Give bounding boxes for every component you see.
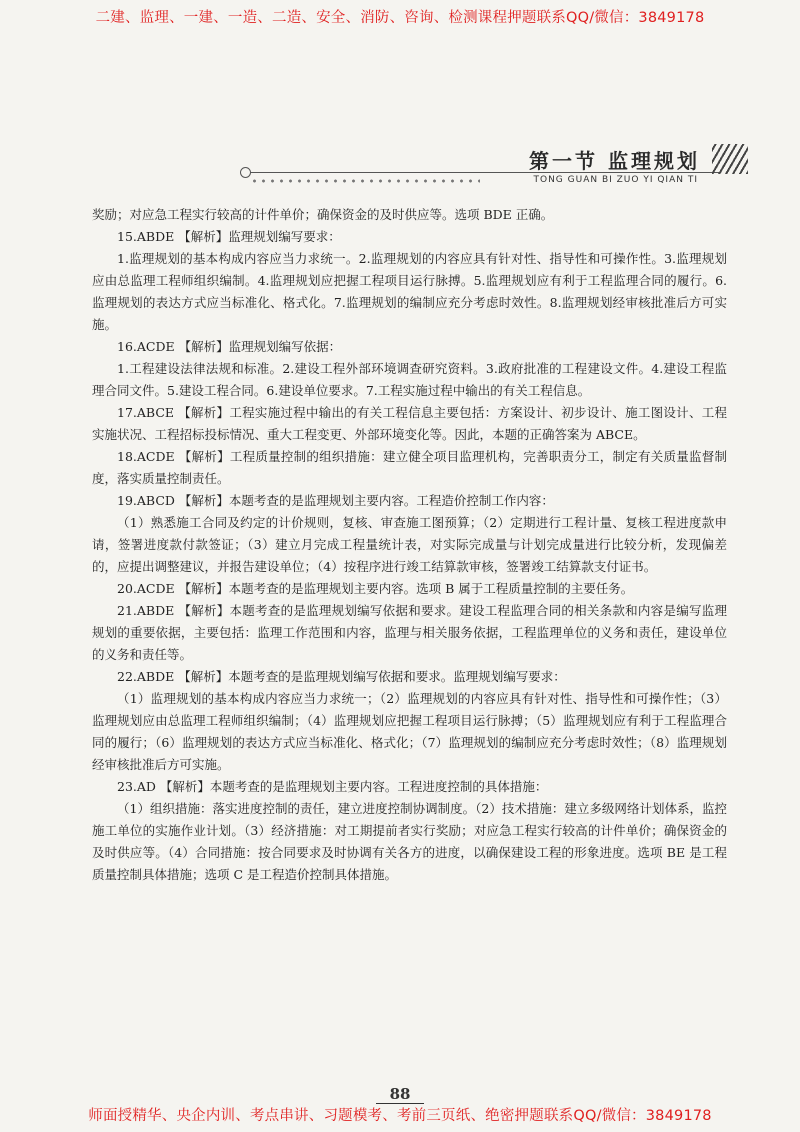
paragraph: 21.ABDE 【解析】本题考查的是监理规划编写依据和要求。建设工程监理合同的相关条款和内容是编写监理规划的重要依据，主要包括：监理工作范围和内容，监理与相关服务依据，工程监理单位的义务和责任，建设单位的义务和责任等。 bbox=[92, 603, 727, 662]
paragraph: 18.ACDE 【解析】工程质量控制的组织措施：建立健全项目监理机构，完善职责分工，制定有关质量监督制度，落实质量控制责任。 bbox=[92, 449, 727, 486]
paragraph: （1）组织措施：落实进度控制的责任，建立进度控制协调制度。（2）技术措施：建立多级网络计划体系，监控施工单位的实施作业计划。（3）经济措施：对工期提前者实行奖励；对应急工程实行较高的计件单价；确保资金的及时供应等。（4）合同措施：按合同要求及时协调有关各方的进度，以确保建设工程的形象进度。选项 BE 是工程质量控制具体措施；选项 C 是工程造价控制具体措施。 bbox=[92, 801, 727, 882]
paragraph: 16.ACDE 【解析】监理规划编写依据： bbox=[117, 339, 342, 354]
header-rule bbox=[240, 172, 720, 173]
paragraph: 22.ABDE 【解析】本题考查的是监理规划编写依据和要求。监理规划编写要求： bbox=[117, 669, 566, 684]
header-dots-ornament bbox=[250, 178, 480, 184]
paragraph: 1.工程建设法律法规和标准。2.建设工程外部环境调查研究资料。3.政府批准的工程建设文件。4.建设工程监理合同文件。5.建设工程合同。6.建设单位要求。7.工程实施过程中输出的有关工程信息。 bbox=[92, 361, 727, 398]
section-subtitle: TONG GUAN BI ZUO YI QIAN TI bbox=[533, 175, 698, 185]
paragraph: 23.AD 【解析】本题考查的是监理规划主要内容。工程进度控制的具体措施： bbox=[117, 779, 548, 794]
section-title: 第一节 监理规划 bbox=[529, 149, 700, 173]
page-number: 88 bbox=[389, 1085, 411, 1103]
paragraph: 奖励；对应急工程实行较高的计件单价；确保资金的及时供应等。选项 BDE 正确。 bbox=[92, 207, 554, 222]
paragraph: 15.ABDE 【解析】监理规划编写要求： bbox=[117, 229, 341, 244]
section-header bbox=[240, 140, 760, 200]
paragraph: 17.ABCE 【解析】工程实施过程中输出的有关工程信息主要包括：方案设计、初步设计、施工图设计、工程实施状况、工程招标投标情况、重大工程变更、外部环境变化等。因此，本题的正确答案为 ABCE。 bbox=[92, 405, 727, 442]
paragraph: （1）监理规划的基本构成内容应当力求统一；（2）监理规划的内容应具有针对性、指导性和可操作性；（3）监理规划应由总监理工程师组织编制；（4）监理规划应把握工程项目运行脉搏；（5）监理规划应有利于工程监理合同的履行；（6）监理规划的表达方式应当标准化、格式化；（7）监理规划的编制应充分考虑时效性；（8）监理规划经审核批准后方可实施。 bbox=[92, 691, 727, 772]
header-circle-ornament bbox=[240, 167, 251, 178]
paragraph: （1）熟悉施工合同及约定的计价规则，复核、审查施工图预算；（2）定期进行工程计量、复核工程进度款申请，签署进度款付款签证；（3）建立月完成工程量统计表，对实际完成量与计划完成量进行比较分析，发现偏差的，应提出调整建议，并报告建设单位；（4）按程序进行竣工结算款审核，签署竣工结算款支付证书。 bbox=[92, 515, 727, 574]
paragraph: 19.ABCD 【解析】本题考查的是监理规划主要内容。工程造价控制工作内容： bbox=[117, 493, 554, 508]
top-promo-banner: 二建、监理、一建、一造、二造、安全、消防、咨询、检测课程押题联系QQ/微信：3849178 bbox=[95, 10, 705, 26]
paragraph: 20.ACDE 【解析】本题考查的是监理规划主要内容。选项 B 属于工程质量控制的主要任务。 bbox=[117, 581, 634, 596]
header-stripes-ornament bbox=[712, 144, 748, 174]
answer-content bbox=[92, 204, 727, 886]
paragraph: 1.监理规划的基本构成内容应当力求统一。2.监理规划的内容应具有针对性、指导性和可操作性。3.监理规划应由总监理工程师组织编制。4.监理规划应把握工程项目运行脉搏。5.监理规划应有利于工程监理合同的履行。6.监理规划的表达方式应当标准化、格式化。7.监理规划的编制应充分考虑时效性。8.监理规划经审核批准后方可实施。 bbox=[92, 251, 727, 332]
bottom-promo-banner: 师面授精华、央企内训、考点串讲、习题模考、考前三页纸、绝密押题联系QQ/微信：3849178 bbox=[88, 1108, 712, 1124]
